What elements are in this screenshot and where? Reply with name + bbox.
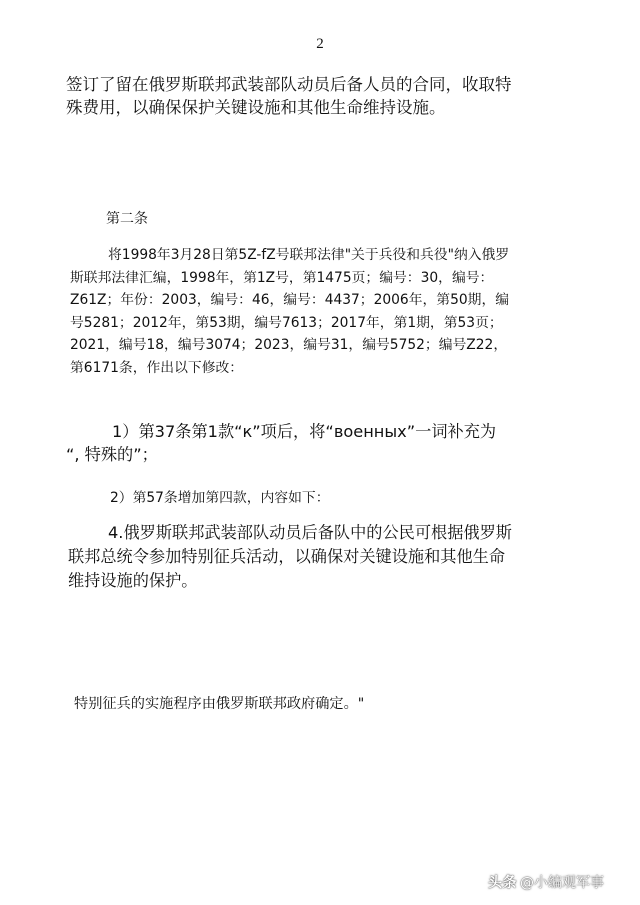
watermark-brand: 头条: [488, 875, 517, 891]
intro-line-2: 殊费用，以确保保护关键设施和其他生命维持设施。: [66, 98, 446, 117]
article-heading: 第二条: [106, 211, 148, 227]
new-clause: [68, 521, 512, 593]
watermark-handle: @小编观军事: [520, 875, 604, 891]
article-line-1: 将1998年3月28日第5Z-fZ号联邦法律"关于兵役和兵役"纳入俄罗: [108, 247, 510, 263]
watermark: [488, 871, 604, 893]
article-line-3: Z61Z；年份：2003，编号：46，编号：4437；2006年，第50期，编: [70, 292, 510, 308]
amendment-1: [66, 420, 496, 466]
new-clause-line-2: 联邦总统令参加特别征兵活动，以确保对关键设施和其他生命: [68, 547, 506, 566]
article-line-2: 斯联邦法律汇编，1998年，第1Z号，第1475页；编号：30，编号：: [70, 269, 494, 286]
article-line-5: 2021，编号18，编号3074；2023，编号31，编号5752；编号Z22，: [70, 337, 508, 353]
intro-paragraph: [66, 73, 512, 119]
article-line-4: 号5281；2012年，第53期，编号7613；2017年，第1期，第53页；: [70, 314, 503, 331]
amendment-2: 2）第57条增加第四款，内容如下：: [110, 490, 330, 506]
closing-line: 特别征兵的实施程序由俄罗斯联邦政府确定。": [74, 696, 365, 712]
article-paragraph: [70, 244, 509, 379]
new-clause-line-1: 4.俄罗斯联邦武装部队动员后备队中的公民可根据俄罗斯: [108, 523, 512, 542]
amendment-1-line-1: 1）第37条第1款“к”项后，将“военных”一词补充为: [112, 422, 497, 441]
amendment-1-line-2: “, 特殊的”；: [66, 445, 158, 464]
article-line-6: 第6171条，作出以下修改：: [70, 359, 244, 376]
intro-line-1: 签订了留在俄罗斯联邦武装部队动员后备人员的合同，收取特: [66, 75, 512, 94]
page-number: 2: [316, 36, 324, 52]
new-clause-line-3: 维持设施的保护。: [68, 571, 198, 590]
